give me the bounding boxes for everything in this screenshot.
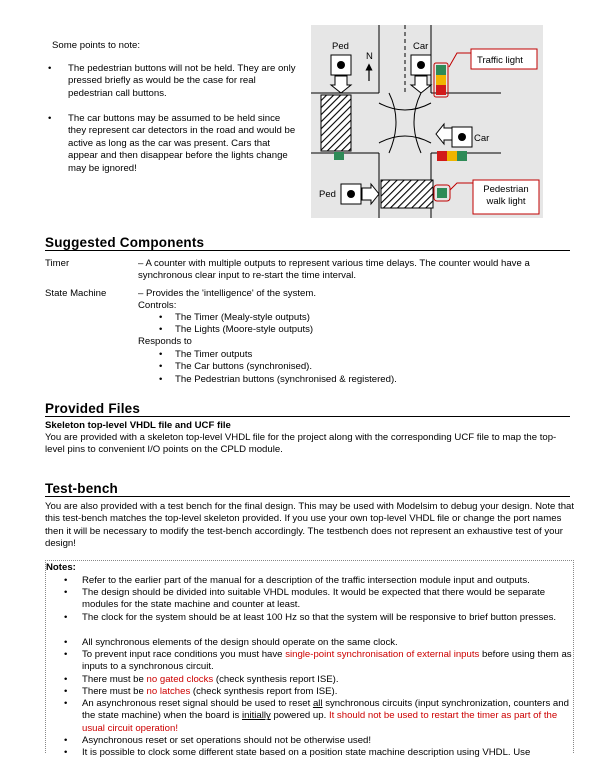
note-text: There must be <box>82 674 147 685</box>
note-text: (check synthesis report from ISE). <box>190 686 338 697</box>
notes-title: Notes: <box>46 562 76 573</box>
note-text: powered up. <box>270 710 329 722</box>
callout-pedestrian-label: Pedestrian walk light <box>483 184 529 207</box>
note-item-partial: • It is possible to clock some different state based on a position state machine description using VHDL. Use <box>82 747 572 752</box>
note-text: An asynchronous reset signal should be used to reset <box>82 698 313 709</box>
button-dot-icon <box>458 133 466 141</box>
state-machine-description: – Provides the 'intelligence' of the system. <box>138 288 317 299</box>
note-item: • The design should be divided into suitable VHDL modules. It would be expected that there would be separate modules for the state machine and counter at least. <box>82 587 572 612</box>
timer-label: Timer <box>45 258 70 269</box>
timer-description-text: – A counter with multiple outputs to represent various time delays. The counter would have a synchronous clear input to re-start the time interval. <box>138 258 530 282</box>
zebra-crossing-bottom <box>381 180 433 208</box>
note-item <box>82 686 572 698</box>
light-green <box>457 151 467 161</box>
list-item: • The Car buttons (synchronised). <box>175 361 312 373</box>
list-item: • The Lights (Moore-style outputs) <box>175 324 313 336</box>
note-emphasis: no latches <box>146 686 191 697</box>
note-underline: all <box>312 698 323 709</box>
note-item: • The clock for the system should be at least 100 Hz so that the system will be responsive to brief button presses. <box>82 612 572 624</box>
light-red <box>436 85 446 95</box>
note-item: • Refer to the earlier part of the manual for a description of the traffic intersection module input and outputs. <box>82 575 572 587</box>
intro-bullet-text: • The car buttons may be assumed to be held since they represent car detectors in the road and would be active as long as the car was present. Cars that appear and then disappear before the lights change may be ignored! <box>68 113 296 174</box>
label-ped-top: Ped <box>332 41 349 52</box>
label-north: N <box>366 51 373 62</box>
light-green <box>436 65 446 75</box>
light-red <box>437 151 447 161</box>
section-title-provided: Provided Files <box>45 401 141 416</box>
zebra-crossing-left <box>321 95 351 151</box>
section-title-testbench: Test-bench <box>45 481 119 496</box>
label-ped-bottom: Ped <box>319 189 336 200</box>
note-emphasis: It should not be used to restart the timer as part of the usual circuit operation! <box>82 710 558 734</box>
callout-traffic-light-label: Traffic light <box>477 55 523 66</box>
note-item <box>82 649 572 674</box>
note-item: • All synchronous elements of the design should operate on the same clock. <box>82 637 572 649</box>
label-car-top: Car <box>413 41 429 52</box>
note-text: before using them as inputs to a synchronous circuit. <box>82 649 572 673</box>
note-text: To prevent input race conditions you must have <box>82 649 286 660</box>
intersection-diagram <box>311 25 543 218</box>
testbench-text: You are also provided with a test bench for the final design. This may be used with Modelsim to debug your design. Note that this test-bench matches the top-level skeleton provided. If you use your own top-level VHDL file or change the port names then it will be necessary to modify the test-bench accordingly. The testbench does not represent an exhaustive test of your design! <box>45 501 575 550</box>
list-item: • The Timer (Mealy-style outputs) <box>175 312 310 324</box>
controls-label: Controls: <box>138 300 177 311</box>
intro-heading: Some points to note: <box>52 40 140 51</box>
list-item: • The Pedestrian buttons (synchronised & registered). <box>175 374 397 386</box>
intro-bullet-text: • The pedestrian buttons will not be held. They are only pressed briefly as would be the case for real pedestrian call buttons. <box>68 63 296 99</box>
intro-bullet <box>50 63 300 100</box>
section-divider <box>45 496 570 497</box>
section-title-suggested: Suggested Components <box>45 235 205 250</box>
state-machine-label: State Machine <box>45 288 107 299</box>
button-dot-icon <box>337 61 345 69</box>
note-emphasis: single-point synchronisation of external inputs <box>285 649 480 660</box>
note-text: (check synthesis report ISE). <box>213 674 339 685</box>
light-amber <box>447 151 457 161</box>
note-underline: initially <box>242 710 271 722</box>
note-text: synchronous circuits (input synchronization, counters and the state machine) when the board is <box>82 698 569 722</box>
section-divider <box>45 250 570 251</box>
light-amber <box>436 75 446 85</box>
label-car-right: Car <box>474 133 490 144</box>
section-divider <box>45 416 570 417</box>
ped-walk-light-left <box>334 152 344 160</box>
list-item: • The Timer outputs <box>175 349 252 361</box>
note-item <box>82 674 572 686</box>
timer-description <box>138 258 573 283</box>
note-text: There must be <box>82 686 147 697</box>
button-dot-icon <box>347 190 355 198</box>
provided-subheading: Skeleton top-level VHDL file and UCF file <box>45 420 231 431</box>
provided-text: You are provided with a skeleton top-level VHDL file for the project along with the corresponding UCF file to map the top-level pins to convenient I/O points on the CPLD module. <box>45 432 557 456</box>
note-emphasis: no gated clocks <box>146 674 214 685</box>
intro-bullet <box>50 113 300 175</box>
button-dot-icon <box>417 61 425 69</box>
note-item <box>82 698 572 735</box>
note-item: • Asynchronous reset or set operations should not be otherwise used! <box>82 735 572 747</box>
ped-walk-light-bottom <box>437 188 447 198</box>
responds-label: Responds to <box>138 336 192 347</box>
